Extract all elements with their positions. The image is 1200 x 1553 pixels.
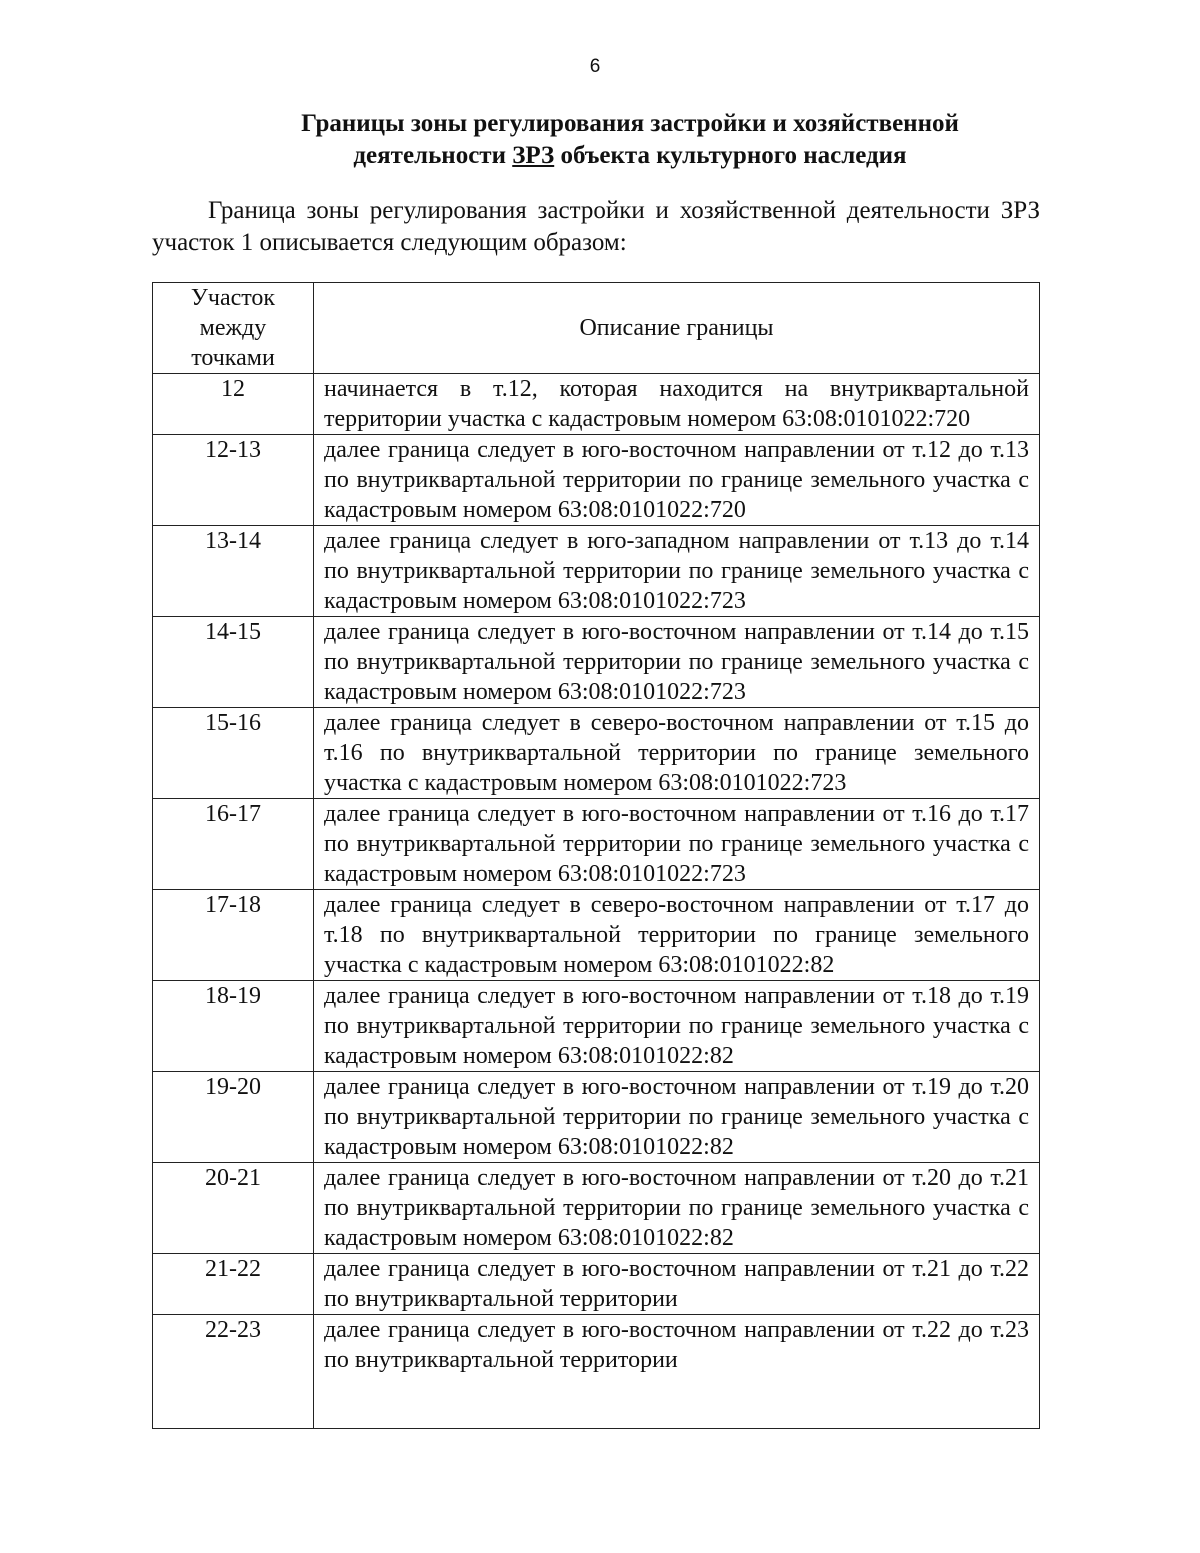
header-description: Описание границы bbox=[314, 283, 1040, 374]
row-segment: 15-16 bbox=[153, 708, 314, 799]
row-description: далее граница следует в юго-восточном направлении от т.19 до т.20 по внутриквартальной территории по границе земельного участка с кадастровым номером 63:08:0101022:82 bbox=[314, 1072, 1040, 1163]
header-segment-line-3: точками bbox=[191, 345, 275, 371]
document-title bbox=[150, 108, 1110, 172]
table-row bbox=[153, 799, 1040, 890]
boundary-table bbox=[152, 282, 1040, 1429]
table-header-row bbox=[153, 283, 1040, 374]
table-row bbox=[153, 526, 1040, 617]
table-row bbox=[153, 981, 1040, 1072]
header-segment-line-2: между bbox=[199, 315, 267, 341]
row-segment: 14-15 bbox=[153, 617, 314, 708]
row-description: далее граница следует в юго-восточном направлении от т.12 до т.13 по внутриквартальной территории по границе земельного участка с кадастровым номером 63:08:0101022:720 bbox=[314, 435, 1040, 526]
header-segment-line-1: Участок bbox=[190, 285, 276, 311]
table-row bbox=[153, 435, 1040, 526]
row-segment: 17-18 bbox=[153, 890, 314, 981]
row-segment: 12-13 bbox=[153, 435, 314, 526]
row-description: далее граница следует в северо-восточном направлении от т.17 до т.18 по внутриквартальной территории по границе земельного участка с кадастровым номером 63:08:0101022:82 bbox=[314, 890, 1040, 981]
table-row bbox=[153, 890, 1040, 981]
row-segment: 21-22 bbox=[153, 1254, 314, 1315]
table-row bbox=[153, 1072, 1040, 1163]
table-row bbox=[153, 374, 1040, 435]
row-segment: 20-21 bbox=[153, 1163, 314, 1254]
table-row bbox=[153, 1254, 1040, 1315]
row-description: далее граница следует в северо-восточном направлении от т.15 до т.16 по внутриквартальной территории по границе земельного участка с кадастровым номером 63:08:0101022:723 bbox=[314, 708, 1040, 799]
row-segment: 12 bbox=[153, 374, 314, 435]
title-line-2 bbox=[150, 140, 1110, 172]
row-description: начинается в т.12, которая находится на внутриквартальной территории участка с кадастровым номером 63:08:0101022:720 bbox=[314, 374, 1040, 435]
intro-paragraph: Граница зоны регулирования застройки и хозяйственной деятельности ЗРЗ участок 1 описывается следующим образом: bbox=[152, 197, 1040, 256]
title-zrz-abbreviation: ЗРЗ bbox=[512, 142, 555, 169]
row-description: далее граница следует в юго-западном направлении от т.13 до т.14 по внутриквартальной территории по границе земельного участка с кадастровым номером 63:08:0101022:723 bbox=[314, 526, 1040, 617]
table-row bbox=[153, 617, 1040, 708]
row-description: далее граница следует в юго-восточном направлении от т.18 до т.19 по внутриквартальной территории по границе земельного участка с кадастровым номером 63:08:0101022:82 bbox=[314, 981, 1040, 1072]
row-description: далее граница следует в юго-восточном направлении от т.14 до т.15 по внутриквартальной территории по границе земельного участка с кадастровым номером 63:08:0101022:723 bbox=[314, 617, 1040, 708]
row-segment: 16-17 bbox=[153, 799, 314, 890]
row-description: далее граница следует в юго-восточном направлении от т.22 до т.23 по внутриквартальной территории bbox=[314, 1315, 1040, 1429]
table-row bbox=[153, 1163, 1040, 1254]
row-segment: 13-14 bbox=[153, 526, 314, 617]
row-segment: 22-23 bbox=[153, 1315, 314, 1429]
title-line-2-suffix: объекта культурного наследия bbox=[554, 142, 907, 169]
table-row bbox=[153, 708, 1040, 799]
title-line-1: Границы зоны регулирования застройки и хозяйственной bbox=[301, 110, 959, 137]
title-line-2-prefix: деятельности bbox=[353, 142, 513, 169]
table-row bbox=[153, 1315, 1040, 1429]
header-segment bbox=[153, 283, 314, 374]
row-description: далее граница следует в юго-восточном направлении от т.16 до т.17 по внутриквартальной территории по границе земельного участка с кадастровым номером 63:08:0101022:723 bbox=[314, 799, 1040, 890]
row-segment: 18-19 bbox=[153, 981, 314, 1072]
table-body bbox=[153, 374, 1040, 1429]
row-description: далее граница следует в юго-восточном направлении от т.21 до т.22 по внутриквартальной территории bbox=[314, 1254, 1040, 1315]
row-segment: 19-20 bbox=[153, 1072, 314, 1163]
row-description: далее граница следует в юго-восточном направлении от т.20 до т.21 по внутриквартальной территории по границе земельного участка с кадастровым номером 63:08:0101022:82 bbox=[314, 1163, 1040, 1254]
page-number: 6 bbox=[589, 56, 601, 77]
